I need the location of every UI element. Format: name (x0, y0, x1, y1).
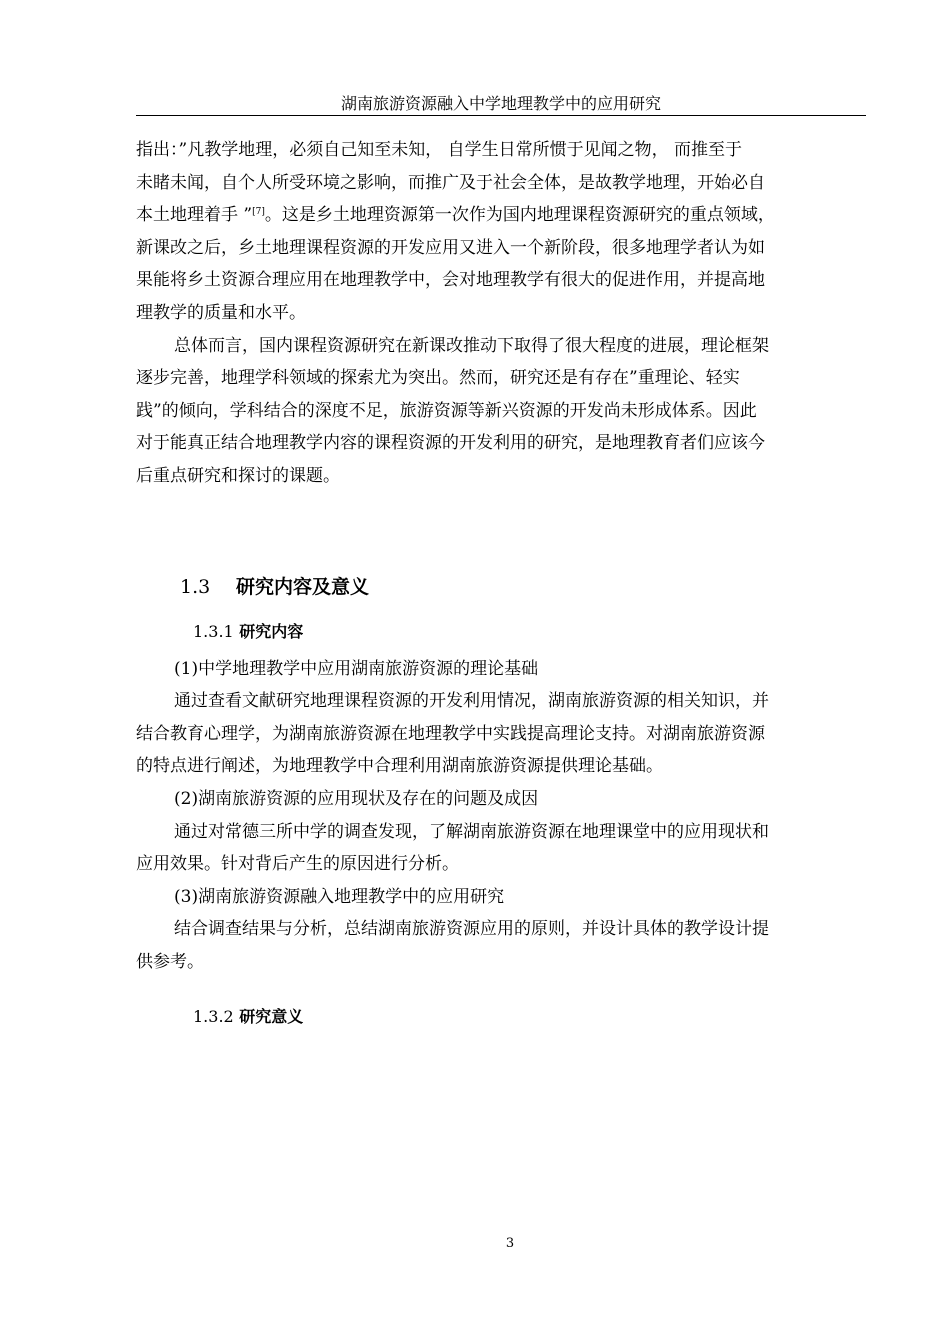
list-item-title-3: (3)湖南旅游资源融入地理教学中的应用研究 (174, 886, 505, 907)
text-line: 结合调查结果与分析，总结湖南旅游资源应用的原则，并设计具体的教学设计提 (174, 919, 769, 940)
paragraph-item-1 (136, 685, 864, 783)
paragraph-summary (136, 330, 864, 493)
text-line: 践”的倾向，学科结合的深度不足，旅游资源等新兴资源的开发尚未形成体系。因此 (136, 400, 757, 421)
text-line: 通过查看文献研究地理课程资源的开发利用情况，湖南旅游资源的相关知识，并 (174, 691, 769, 712)
text-line: 逐步完善，地理学科领域的探索尤为突出。然而，研究还是有存在”重理论、轻实 (136, 368, 740, 389)
text-line: 未睹未闻，自个人所受环境之影响，而推广及于社会全体，是故教学地理，开始必自 (136, 172, 765, 193)
text-line: 果能将乡土资源合理应用在地理教学中，会对地理教学有很大的促进作用，并提高地 (136, 270, 765, 291)
text-line: 后重点研究和探讨的课题。 (136, 465, 340, 486)
text-line: 的特点进行阐述，为地理教学中合理利用湖南旅游资源提供理论基础。 (136, 756, 663, 777)
header-rule (136, 115, 866, 116)
text-line: 通过对常德三所中学的调查发现，了解湖南旅游资源在地理课堂中的应用现状和 (174, 821, 769, 842)
text-line: 指出：”凡教学地理，必须自己知至未知， 自学生日常所惯于见闻之物， 而推至于 (136, 140, 742, 160)
text-line: 本土地理着手 ” (136, 205, 253, 226)
section-title: 研究意义 (239, 1007, 304, 1027)
page-number: 3 (505, 1236, 515, 1251)
section-heading-1-3-1 (193, 617, 864, 647)
text-line: 供参考。 (136, 951, 204, 972)
paragraph-quote (136, 134, 864, 330)
paragraph-item-3 (136, 913, 864, 978)
text-line: 。这是乡土地理资源第一次作为国内地理课程资源研究的重点领域， (264, 205, 775, 226)
page-content (136, 134, 864, 1038)
page-header-title: 湖南旅游资源融入中学地理教学中的应用研究 (340, 94, 661, 113)
text-line: 结合教育心理学，为湖南旅游资源在地理教学中实践提高理论支持。对湖南旅游资源 (136, 723, 765, 744)
text-line: 总体而言，国内课程资源研究在新课改推动下取得了很大程度的进展，理论框架 (174, 335, 769, 356)
paragraph-item-2 (136, 816, 864, 881)
section-number: 1.3.1 (193, 621, 234, 641)
list-item-title-1: (1)中学地理教学中应用湖南旅游资源的理论基础 (174, 658, 539, 679)
citation-reference: [7] (252, 207, 265, 218)
text-line: 新课改之后，乡土地理课程资源的开发应用又进入一个新阶段，很多地理学者认为如 (136, 237, 765, 258)
section-number: 1.3 (180, 575, 211, 598)
section-title: 研究内容 (239, 621, 304, 641)
list-item-title-2: (2)湖南旅游资源的应用现状及存在的问题及成因 (174, 788, 539, 809)
section-title: 研究内容及意义 (236, 575, 370, 598)
section-heading-1-3-2 (193, 1002, 864, 1032)
text-line: 对于能真正结合地理教学内容的课程资源的开发利用的研究，是地理教育者们应该今 (136, 433, 765, 454)
section-heading-1-3 (180, 571, 864, 603)
text-line: 应用效果。针对背后产生的原因进行分析。 (136, 854, 459, 875)
section-number: 1.3.2 (193, 1007, 234, 1027)
text-line: 理教学的质量和水平。 (136, 302, 306, 323)
